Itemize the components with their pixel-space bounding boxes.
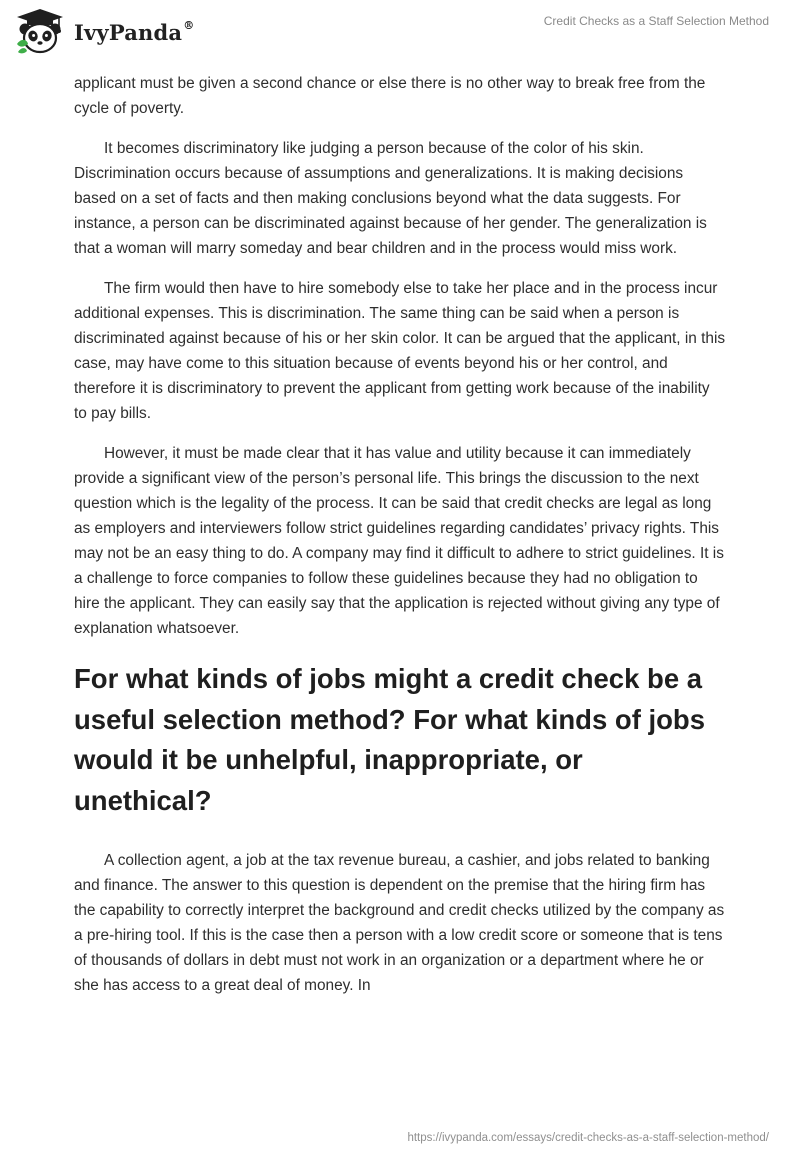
panda-graduate-icon [14,8,66,54]
essay-content [74,71,726,1013]
logo-text: IvyPanda® [74,18,195,45]
page-header [0,0,800,62]
logo[interactable] [14,8,194,54]
paragraph-2: It becomes discriminatory like judging a person because of the color of his skin. Discrimination occurs because of assumptions and generalizations. It is making decisions based on a set of facts and then making conclusions beyond what the data suggests. For instance, a person can be discriminated against because of her gender. The generalization is that a woman will marry someday and bear children and in the process would miss work. [74,140,707,257]
paragraph-3: The firm would then have to hire somebody else to take her place and in the process incur additional expenses. This is discrimination. The same thing can be said when a person is discriminated against because of his or her skin color. It can be argued that the applicant, in this case, may have come to this situation because of events beyond his or her control, and therefore it is discriminatory to prevent the applicant from getting work because of the inability to pay bills. [74,280,726,422]
paragraph-1: applicant must be given a second chance or else there is no other way to break free from the cycle of poverty. [74,75,706,117]
section-heading: For what kinds of jobs might a credit check be a useful selection method? For what kinds of jobs would it be unhelpful, inappropriate, or unethical? [74,663,706,816]
paragraph-4: However, it must be made clear that it has value and utility because it can immediately provide a significant view of the person’s personal life. This brings the discussion to the next question which is the legality of the process. It can be said that credit checks are legal as long as employers and interviewers follow strict guidelines regarding candidates’ privacy rights. This may not be an easy thing to do. A company may find it difficult to adhere to strict guidelines. It is a challenge to force companies to follow these guidelines because they had no obligation to hire the applicant. They can easily say that the application is rejected without giving any type of explanation whatsoever. [74,445,724,637]
paragraph-5: A collection agent, a job at the tax revenue bureau, a cashier, and jobs related to banking and finance. The answer to this question is dependent on the premise that the hiring firm has the capability to correctly interpret the background and credit checks utilized by the company as a pre-hiring tool. If this is the case then a person with a low credit score or someone that is tens of thousands of dollars in debt must not work in an organization or a department where he or she has access to a great deal of money. In [74,852,725,994]
document-title: Credit Checks as a Staff Selection Method [543,14,769,28]
source-url[interactable]: https://ivypanda.com/essays/credit-checks-as-a-staff-selection-method/ [407,1132,769,1144]
registered-mark: ® [183,18,195,32]
